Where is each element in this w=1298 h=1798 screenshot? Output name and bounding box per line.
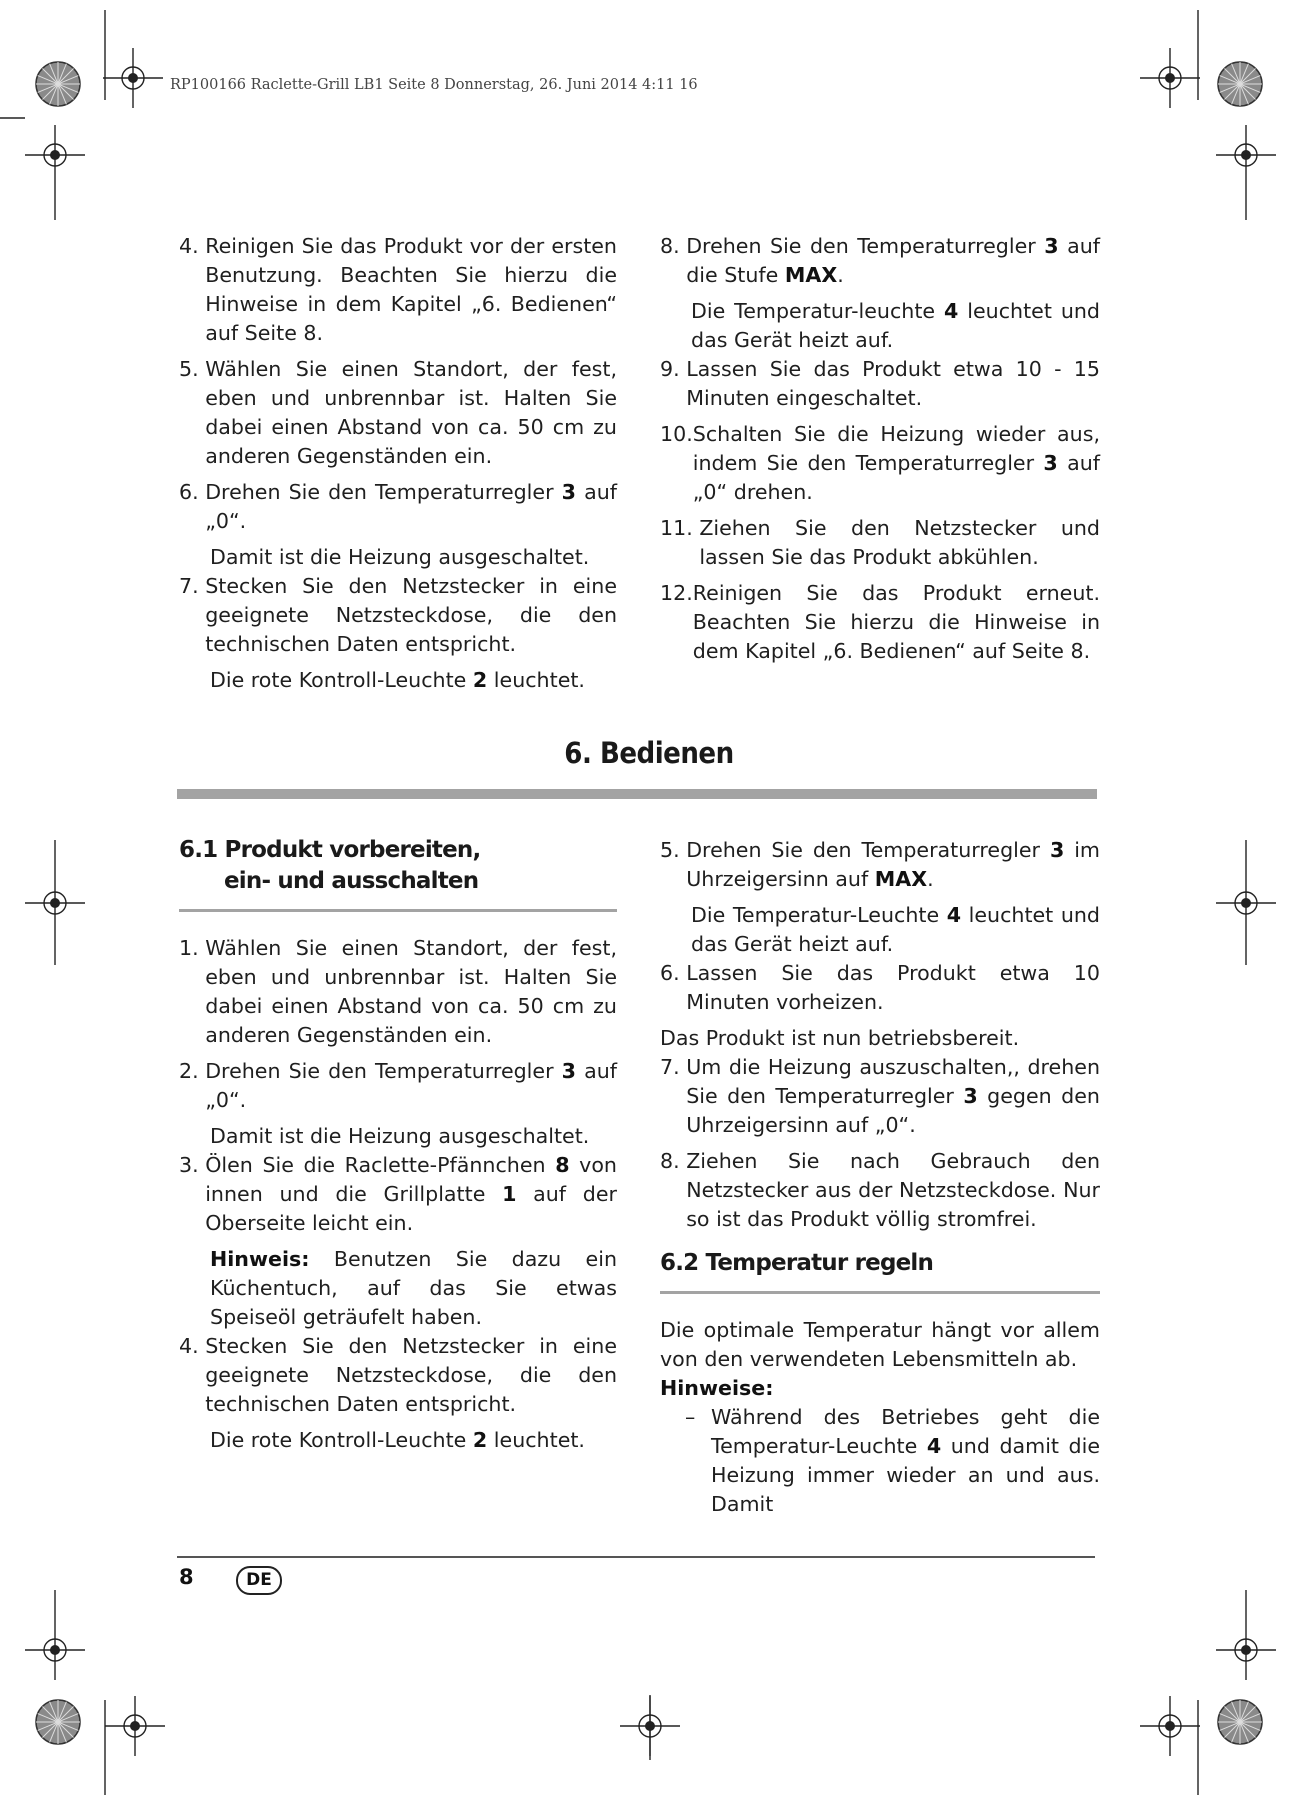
list-item-number: 7. — [660, 1055, 687, 1079]
list-item-text: Drehen Sie den Temperaturregler 3 auf die Stufe MAX. — [686, 234, 1100, 287]
bottom-right-list — [660, 836, 1100, 1234]
list-item — [660, 355, 1100, 413]
list-item-note: Damit ist die Heizung ausgeschaltet. — [210, 1124, 590, 1148]
list-item — [660, 514, 1100, 572]
list-item — [179, 1057, 617, 1115]
subsection-title-6-2: 6.2 Temperatur regeln — [660, 1250, 934, 1276]
bottom-left-column — [179, 835, 617, 1455]
list-item-text: Drehen Sie den Temperaturregler 3 auf „0“. — [205, 1059, 617, 1112]
list-item-number: 12. — [660, 581, 693, 605]
list-item-text: Drehen Sie den Temperaturregler 3 auf „0“. — [205, 480, 617, 533]
list-item-number: 10. — [660, 422, 693, 446]
bullet-text: Während des Betriebes geht die Temperatur-Leuchte 4 und damit die Heizung immer wieder an und aus. Damit — [711, 1405, 1100, 1516]
list-item — [179, 1332, 617, 1419]
list-item-text: Ziehen Sie nach Gebrauch den Netzstecker aus der Netzsteckdose. Nur so ist das Produkt völlig stromfrei. — [686, 1149, 1100, 1231]
subsection-title-6-1-line2: ein- und ausschalten — [224, 868, 479, 894]
list-item-note: Die rote Kontroll-Leuchte 2 leuchtet. — [210, 668, 585, 692]
subsection-title-6-1-line1: 6.1 Produkt vorbereiten, — [179, 837, 481, 863]
section-divider — [177, 789, 1097, 799]
list-item — [179, 232, 617, 348]
paragraph: Das Produkt ist nun betriebsbereit. — [660, 1026, 1020, 1050]
list-item-text: Schalten Sie die Heizung wieder aus, indem Sie den Temperaturregler 3 auf „0“ drehen. — [692, 422, 1100, 504]
list-item-note: Damit ist die Heizung ausgeschaltet. — [210, 545, 590, 569]
list-item-number: 11. — [660, 516, 700, 540]
list-item-number: 8. — [660, 1149, 687, 1173]
list-item-text: Ziehen Sie den Netzstecker und lassen Sie das Produkt abkühlen. — [699, 516, 1100, 569]
list-item-number: 8. — [660, 234, 687, 258]
hinweise-bullet — [660, 1403, 1100, 1519]
list-item — [179, 934, 617, 1050]
subsection-6-2-intro: Die optimale Temperatur hängt vor allem von den verwendeten Lebensmitteln ab. — [660, 1318, 1100, 1371]
list-item-number: 9. — [660, 357, 687, 381]
list-item-number: 5. — [660, 838, 687, 862]
list-item-number: 7. — [179, 574, 206, 598]
list-item-number: 2. — [179, 1059, 206, 1083]
bullet-dash: – — [685, 1405, 696, 1429]
footer-rule — [177, 1556, 1095, 1558]
list-item — [660, 836, 1100, 894]
print-slug: RP100166 Raclette-Grill LB1 Seite 8 Donnerstag, 26. Juni 2014 4:11 16 — [170, 77, 698, 93]
bottom-right-column — [660, 836, 1100, 1526]
list-item — [179, 355, 617, 471]
list-item-note: Die Temperatur-leuchte 4 leuchtet und das Gerät heizt auf. — [691, 299, 1100, 352]
list-item-text: Um die Heizung auszuschalten,, drehen Sie den Temperaturregler 3 gegen den Uhrzeigersinn auf „0“. — [686, 1055, 1100, 1137]
language-badge: DE — [236, 1566, 282, 1595]
list-item-text: Reinigen Sie das Produkt erneut. Beachten Sie hierzu die Hinweise in dem Kapitel „6. Bedienen“ auf Seite 8. — [692, 581, 1100, 663]
subsection-rule — [179, 909, 617, 912]
list-item — [179, 572, 617, 659]
list-item-number: 6. — [660, 961, 687, 985]
section-title: 6. Bedienen — [564, 736, 734, 770]
list-item — [660, 959, 1100, 1017]
subsection-title-6-1 — [179, 835, 617, 897]
list-item-text: Lassen Sie das Produkt etwa 10 Minuten vorheizen. — [686, 961, 1100, 1014]
hinweise-label: Hinweise: — [660, 1376, 774, 1400]
list-item — [660, 1053, 1100, 1140]
list-item-text: Drehen Sie den Temperaturregler 3 im Uhrzeigersinn auf MAX. — [686, 838, 1100, 891]
list-item-note: Hinweis: Benutzen Sie dazu ein Küchentuch, auf das Sie etwas Speiseöl geträufelt haben. — [210, 1247, 617, 1329]
page-number: 8 — [179, 1565, 194, 1589]
list-item — [660, 579, 1100, 666]
list-item-text: Ölen Sie die Raclette-Pfännchen 8 von innen und die Grillplatte 1 auf der Oberseite leicht ein. — [205, 1153, 617, 1235]
list-item-text: Stecken Sie den Netzstecker in eine geeignete Netzsteckdose, die den technischen Daten entspricht. — [205, 574, 617, 656]
list-item-number: 1. — [179, 936, 206, 960]
subsection-rule — [660, 1291, 1100, 1294]
list-item-number: 4. — [179, 234, 206, 258]
list-item — [660, 420, 1100, 507]
list-item-text: Stecken Sie den Netzstecker in eine geeignete Netzsteckdose, die den technischen Daten entspricht. — [205, 1334, 617, 1416]
list-item-text: Lassen Sie das Produkt etwa 10 - 15 Minuten eingeschaltet. — [686, 357, 1100, 410]
list-item — [660, 232, 1100, 290]
list-item-number: 4. — [179, 1334, 206, 1358]
list-item-text: Reinigen Sie das Produkt vor der ersten Benutzung. Beachten Sie hierzu die Hinweise in dem Kapitel „6. Bedienen“ auf Seite 8. — [205, 234, 617, 345]
list-item-number: 6. — [179, 480, 206, 504]
bottom-left-list — [179, 934, 617, 1455]
list-item-number: 5. — [179, 357, 206, 381]
list-item-number: 3. — [179, 1153, 206, 1177]
list-item-text: Wählen Sie einen Standort, der fest, eben und unbrennbar ist. Halten Sie dabei einen Abstand von ca. 50 cm zu anderen Gegenständen ein. — [205, 936, 617, 1047]
list-item-note: Die rote Kontroll-Leuchte 2 leuchtet. — [210, 1428, 585, 1452]
list-item-note: Die Temperatur-Leuchte 4 leuchtet und das Gerät heizt auf. — [691, 903, 1101, 956]
top-right-column — [660, 232, 1100, 673]
list-item-text: Wählen Sie einen Standort, der fest, eben und unbrennbar ist. Halten Sie dabei einen Abstand von ca. 50 cm zu anderen Gegenständen ein. — [205, 357, 617, 468]
list-item — [660, 1147, 1100, 1234]
top-left-column — [179, 232, 617, 695]
list-item — [179, 1151, 617, 1238]
list-item — [179, 478, 617, 536]
